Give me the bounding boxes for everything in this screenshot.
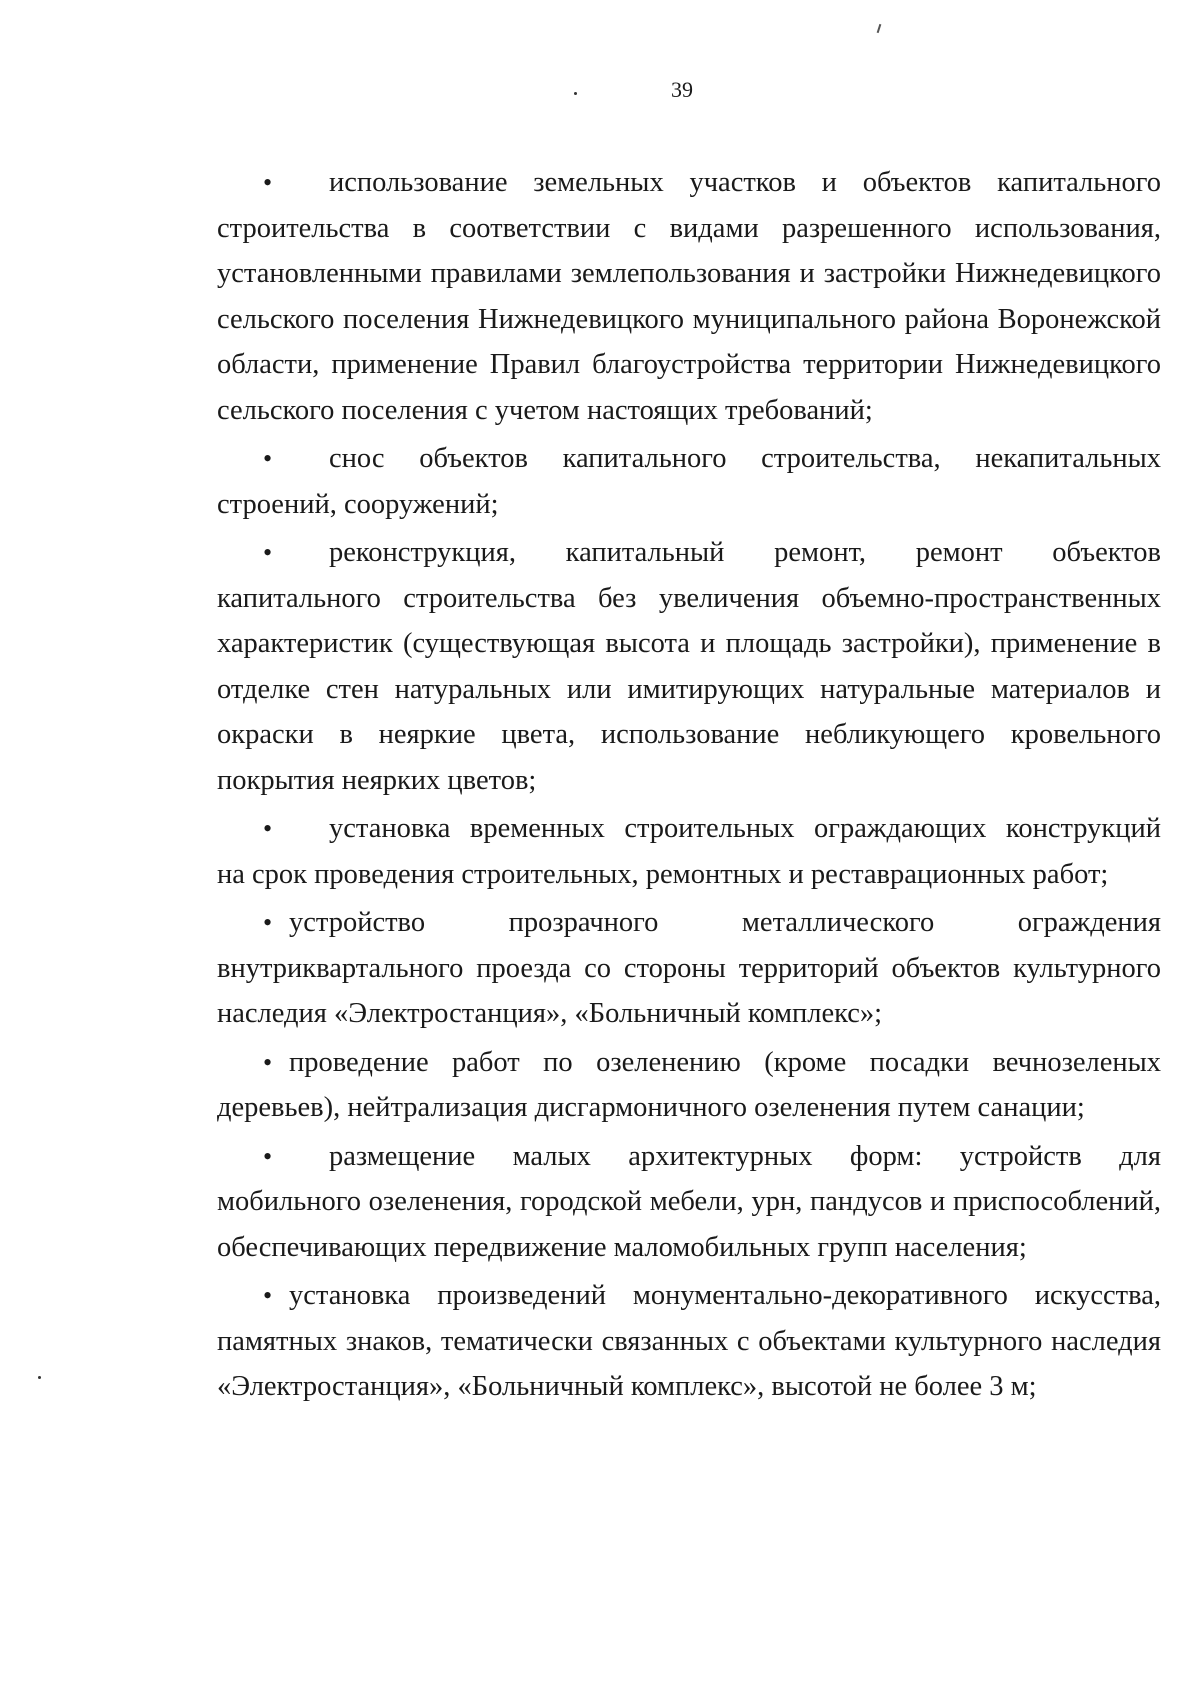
list-item-text-first: устройство прозрачного металлического ограждения xyxy=(289,907,1161,938)
bullet-icon: • xyxy=(263,814,273,843)
list-item-text: мобильного озеленения, городской мебели, урн, пандусов и приспособлений, обеспечивающих передвижение маломобильных групп населения; xyxy=(217,1186,1161,1263)
list-item-text-first: проведение работ по озеленению (кроме посадки вечнозеленых xyxy=(289,1046,1161,1078)
bullet-icon: • xyxy=(263,1281,273,1310)
list-item xyxy=(217,436,1161,527)
list-item-text-first: использование земельных участков и объектов капитального xyxy=(329,167,1161,198)
list-item-text-first: размещение малых архитектурных форм: устройств для xyxy=(329,1140,1161,1172)
scan-mark xyxy=(877,24,882,33)
scan-dot xyxy=(574,92,577,95)
list-item xyxy=(217,1040,1161,1131)
list-item-text: строений, сооружений; xyxy=(217,488,499,520)
list-item-text-first: установка временных строительных ограждающих конструкций xyxy=(329,813,1161,844)
bullet-icon: • xyxy=(263,1047,273,1077)
list-item xyxy=(217,1134,1161,1271)
list-item-text: внутриквартального проезда со стороны территорий объектов культурного наследия «Электростанция», «Больничный комплекс»; xyxy=(217,952,1161,1029)
list-item-text: деревьев), нейтрализация дисгармоничного озеленения путем санации; xyxy=(217,1092,1085,1123)
bullet-icon: • xyxy=(263,444,273,473)
list-item-text: строительства в соответствии с видами разрешенного использования, установленными правилами землепользования и застройки Нижнедевицкого сельского поселения Нижнедевицкого муниципального района Воронежской области, применение Правил благоустройства территории Нижнедевицкого сельского поселения с учетом настоящих требований; xyxy=(217,212,1161,426)
scan-dot xyxy=(38,1376,41,1379)
list-item-text: на срок проведения строительных, ремонтных и реставрационных работ; xyxy=(217,858,1109,890)
list-item xyxy=(217,530,1161,803)
list-item-text-first: установка произведений монументально-декоративного искусства, xyxy=(289,1280,1161,1311)
list-item xyxy=(217,806,1161,897)
list-item xyxy=(217,1273,1161,1410)
list-item-text-first: реконструкция, капитальный ремонт, ремонт объектов xyxy=(329,537,1161,568)
document-body xyxy=(217,160,1161,1413)
list-item-text-first: снос объектов капитального строительства, некапитальных xyxy=(329,443,1161,474)
bullet-icon: • xyxy=(263,168,273,197)
bullet-icon: • xyxy=(263,908,273,937)
list-item xyxy=(217,160,1161,433)
list-item-text: капитального строительства без увеличения объемно-пространственных характеристик (существующая высота и площадь застройки), применение в отделке стен натуральных или имитирующих натуральные материалов и окраски в неяркие цвета, использование небликующего кровельного покрытия неярких цветов; xyxy=(217,582,1161,796)
page-number: 39 xyxy=(671,77,693,102)
bullet-icon: • xyxy=(263,1141,273,1171)
list-item xyxy=(217,900,1161,1037)
bullet-icon: • xyxy=(263,538,273,567)
list-item-text: памятных знаков, тематически связанных с объектами культурного наследия «Электростанция», «Больничный комплекс», высотой не более 3 м; xyxy=(217,1325,1161,1402)
